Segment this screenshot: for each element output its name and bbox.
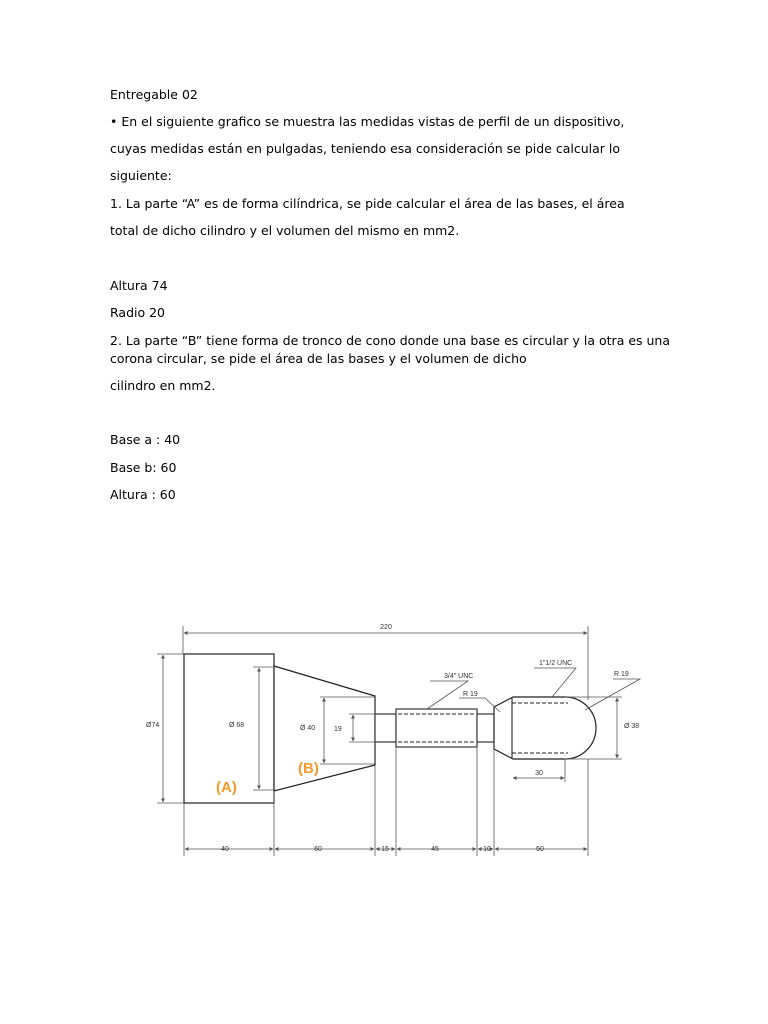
doc-paragraph: cilindro en mm2. (110, 378, 216, 393)
doc-paragraph: siguiente: (110, 168, 172, 183)
doc-paragraph: Radio 20 (110, 305, 166, 320)
segment-label: 60 (314, 846, 322, 853)
shaft-collar (477, 714, 494, 742)
dim-74 (157, 654, 184, 803)
radius-inner-label: R 19 (463, 691, 478, 698)
dia-19-label: 19 (334, 726, 342, 733)
doc-paragraph: corona circular, se pide el área de las bases y el volumen de dicho (110, 351, 527, 366)
shaft-neck (375, 714, 396, 742)
ball-length-label: 30 (535, 770, 543, 777)
part-a-label: (A) (216, 779, 237, 796)
overall-length-label: 220 (380, 624, 392, 631)
dia-40-label: Ø 40 (300, 725, 316, 732)
radius-outer-label: R 19 (614, 671, 629, 678)
doc-paragraph: total de dicho cilindro y el volumen del mismo en mm2. (110, 223, 460, 238)
doc-paragraph: Base b: 60 (110, 460, 177, 475)
part-b-frustum (274, 666, 375, 791)
segment-label: 45 (431, 846, 439, 853)
doc-paragraph: cuyas medidas están en pulgadas, teniendo esa consideración se pide calcular lo (110, 141, 620, 156)
segment-label: 40 (221, 846, 229, 853)
doc-paragraph: 2. La parte “B” tiene forma de tronco de cono donde una base es circular y la otra es una (110, 333, 671, 348)
doc-paragraph: Altura : 60 (110, 487, 176, 502)
doc-paragraph: • En el siguiente grafico se muestra las medidas vistas de perfil de un dispositivo, (110, 114, 625, 129)
doc-paragraph: Altura 74 (110, 278, 168, 293)
thread-section (396, 709, 477, 747)
thread-small-label: 3/4" UNC (444, 673, 474, 680)
segment-label: 15 (381, 846, 389, 853)
thread-large-label: 1"1/2 UNC (539, 660, 573, 667)
ball-end (494, 697, 596, 759)
segment-label: 10 (483, 846, 491, 853)
dia-38-label: Ø 38 (624, 723, 640, 730)
doc-paragraph: 1. La parte “A” es de forma cilíndrica, se pide calcular el área de las bases, el área (110, 196, 625, 211)
dia-74-label: Ø74 (146, 722, 160, 729)
dia-68-label: Ø 68 (229, 722, 245, 729)
doc-paragraph: Base a : 40 (110, 432, 181, 447)
segment-label: 50 (536, 846, 544, 853)
part-b-label: (B) (298, 760, 319, 777)
doc-title: Entregable 02 (110, 87, 198, 102)
